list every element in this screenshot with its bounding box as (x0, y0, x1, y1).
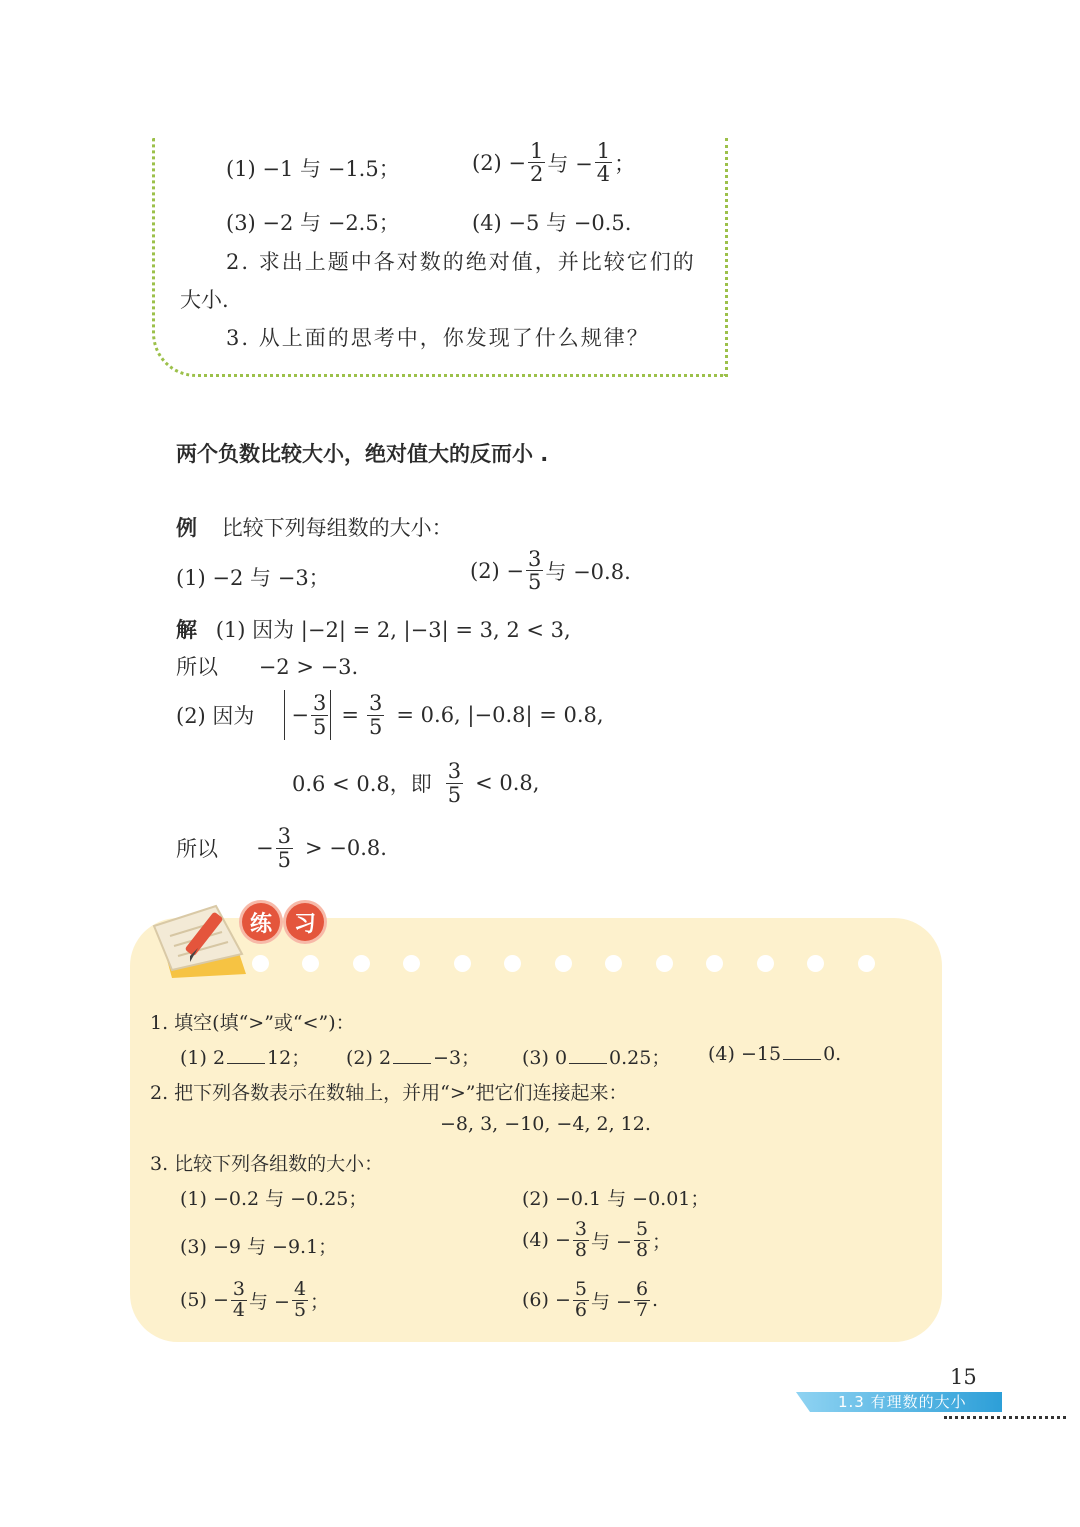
decorative-dot (555, 955, 572, 972)
decorative-dot (302, 955, 319, 972)
think-q1-item1: (1) −1 与 −1.5； (226, 157, 400, 181)
practice-q1-item1: (1) 2 12； (180, 1047, 311, 1069)
answer-blank (393, 1062, 431, 1064)
decorative-dot (454, 955, 471, 972)
solution-line-1: 解 (1) 因为 |−2| = 2, |−3| = 3, 2 < 3, (176, 618, 571, 642)
decorative-dot (757, 955, 774, 972)
solution-line-3: 0.6 < 0.8，即 $\frac{3}{5}$ < 0.8, (292, 759, 540, 807)
example-problem-1: (1) −2 与 −3； (176, 566, 330, 590)
solution-line-4: 所以 − $\frac{3}{5}$ > −0.8. (176, 824, 387, 872)
fraction: $\frac{4}{5}$ (293, 1278, 307, 1321)
practice-q1-item3: (3) 0 0.25； (522, 1047, 671, 1069)
practice-q3-item6: (6) − $\frac{5}{6}$ 与 − $\frac{6}{7}$ . (522, 1278, 659, 1321)
answer-blank (783, 1058, 821, 1060)
think-q2-line1: 2. 求出上题中各对数的绝对值，并比较它们的 (226, 250, 696, 274)
footer-dotted-line (944, 1416, 1066, 1419)
decorative-dot (807, 955, 824, 972)
page-number: 15 (950, 1365, 977, 1389)
decorative-dot (706, 955, 723, 972)
fraction: $\frac{1}{2}$ (530, 139, 544, 187)
decorative-dot (403, 955, 420, 972)
example-prompt: 比较下列每组数的大小： (221, 516, 453, 540)
fraction: $\frac{3}{5}$ (447, 759, 462, 807)
practice-q1-item4: (4) −15 0. (708, 1043, 842, 1065)
decorative-dot (858, 955, 875, 972)
answer-blank (227, 1062, 265, 1064)
decorative-dot (504, 955, 521, 972)
solution-label: 解 (176, 618, 197, 642)
fraction: $\frac{3}{5}$ (277, 824, 291, 872)
rule-statement: 两个负数比较大小，绝对值大的反而小 . (176, 442, 549, 466)
practice-q3-item1: (1) −0.2 与 −0.25； (180, 1188, 368, 1210)
fraction: $\frac{1}{4}$ (596, 139, 611, 187)
think-q3: 3. 从上面的思考中，你发现了什么规律？ (226, 326, 650, 350)
fraction: $\frac{3}{4}$ (232, 1278, 245, 1321)
think-q2-line2: 大小. (180, 288, 229, 312)
practice-q3-item4: (4) − $\frac{3}{8}$ 与 − $\frac{5}{8}$ ； (522, 1218, 672, 1261)
fraction: $\frac{5}{8}$ (635, 1218, 649, 1261)
pencil-paper-icon (146, 896, 258, 980)
fraction: $\frac{3}{5}$ (369, 691, 383, 739)
practice-q3: 3. 比较下列各组数的大小： (150, 1153, 384, 1175)
fraction: $\frac{5}{6}$ (574, 1278, 587, 1321)
solution-line-2: (2) 因为 − $\frac{3}{5}$ = $\frac{3}{5}$ = 0.6, |−0.8| = 0.8, (176, 691, 604, 739)
practice-q2-numbers: −8, 3, −10, −4, 2, 12. (440, 1113, 651, 1135)
practice-title-char-2: 习 (286, 903, 324, 941)
decorative-dot (605, 955, 622, 972)
section-title: 1.3 有理数的大小 (838, 1393, 967, 1411)
decorative-dot (353, 955, 370, 972)
fraction: $\frac{6}{7}$ (635, 1278, 649, 1321)
fraction: $\frac{3}{8}$ (574, 1218, 587, 1261)
example-label: 例 (176, 516, 197, 540)
practice-q3-item2: (2) −0.1 与 −0.01； (522, 1188, 710, 1210)
think-q1-item2: (2) − $\frac{1}{2}$ 与 − $\frac{1}{4}$ ； (472, 139, 636, 187)
decorative-dot (656, 955, 673, 972)
decorative-dot (252, 955, 269, 972)
think-q1-item4: (4) −5 与 −0.5. (472, 211, 632, 235)
think-q1-item3: (3) −2 与 −2.5； (226, 211, 400, 235)
practice-q3-item5: (5) − $\frac{3}{4}$ 与 − $\frac{4}{5}$ ； (180, 1278, 330, 1321)
practice-q2: 2. 把下列各数表示在数轴上，并用“>”把它们连接起来： (150, 1082, 628, 1104)
practice-title-char-1: 练 (242, 903, 280, 941)
practice-q3-item3: (3) −9 与 −9.1； (180, 1236, 338, 1258)
answer-blank (569, 1062, 607, 1064)
example-problem-2: (2) − $\frac{3}{5}$ 与 −0.8. (470, 547, 631, 595)
practice-q1-item2: (2) 2 −3； (346, 1047, 481, 1069)
practice-q1: 1. 填空(填“>”或“<”)： (150, 1012, 355, 1034)
example-heading (176, 512, 453, 542)
fraction: $\frac{3}{5}$ (528, 547, 542, 595)
fraction: $\frac{3}{5}$ (313, 691, 327, 739)
solution-line-1b: 所以 −2 > −3. (176, 655, 359, 679)
